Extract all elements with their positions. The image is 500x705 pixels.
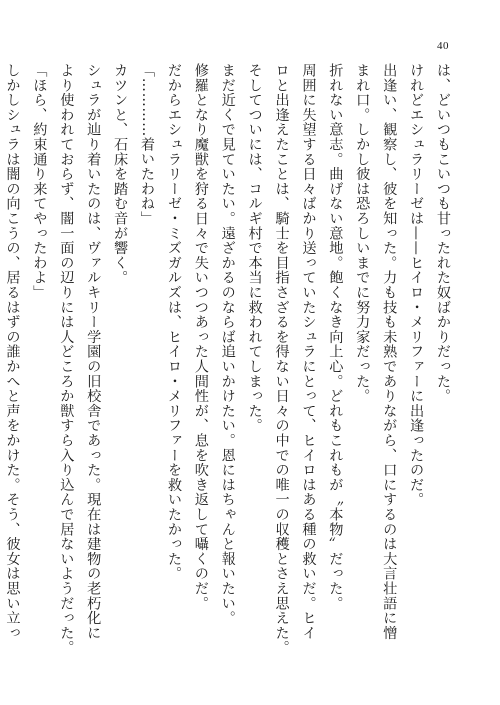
text-line: しかしシュラは闇の向こうの、居るはずの誰かへと声をかけた。そう、彼女は思い立っ	[4, 63, 21, 641]
text-line: 「…………着いたわね」	[139, 63, 156, 226]
text-line: は、どいつもこいつも甘ったれた奴ばかりだった。	[435, 63, 451, 404]
text-line: より使われておらず、闇一面の辺りには人どころか獣すら入り込んで居ないようだった。	[58, 63, 75, 655]
text-line: 折れない意志。曲げない意地。飽くなき向上心。どれもこれもが〝本物〟だった。	[327, 63, 344, 611]
text-line: シュラが辿り着いたのは、ヴァルキリー学園の旧校舎であった。現在は建物の老朽化に	[85, 63, 102, 641]
text-line: まれ口。しかし彼は恐ろしいまでに努力家だった。	[354, 63, 371, 404]
page-number: 40	[437, 40, 449, 52]
text-line: 周囲に失望する日々ばかり送っていたシュラにとって、ヒイロはある種の救いだ。ヒイ	[300, 63, 317, 641]
text-line: 「ほら、約束通り来てやったわよ」	[31, 63, 48, 300]
text-line: まだ近くで見ていたい。遠ざかるのならば追いかけたい。恩にはちゃんと報いたい。	[219, 63, 236, 626]
text-line: ロと出逢えたことは、騎士を目指さざるを得ない日々の中での唯一の収穫とさえ思えた。	[273, 63, 290, 655]
text-line: カツンと、石床を踏む音が響く。	[112, 63, 129, 285]
body-text	[0, 63, 456, 668]
text-line: 出逢い、観察し、彼を知った。力も技も未熟でありながら、口にするのは大言壮語に憎	[381, 63, 398, 641]
text-line: だからエシュラリーゼ・ミズガルズは、ヒイロ・メリファーを救いたかった。	[165, 63, 182, 581]
text-line: そしてついには、コルギ村で本当に救われてしまった。	[246, 63, 263, 433]
text-line: 修羅となり魔獣を狩る日々で失いつつあった人間性が、息を吹き返して囁くのだ。	[192, 63, 209, 611]
text-line: けれどエシュラリーゼは——ヒイロ・メリファーに出逢ったのだ。	[408, 63, 425, 507]
